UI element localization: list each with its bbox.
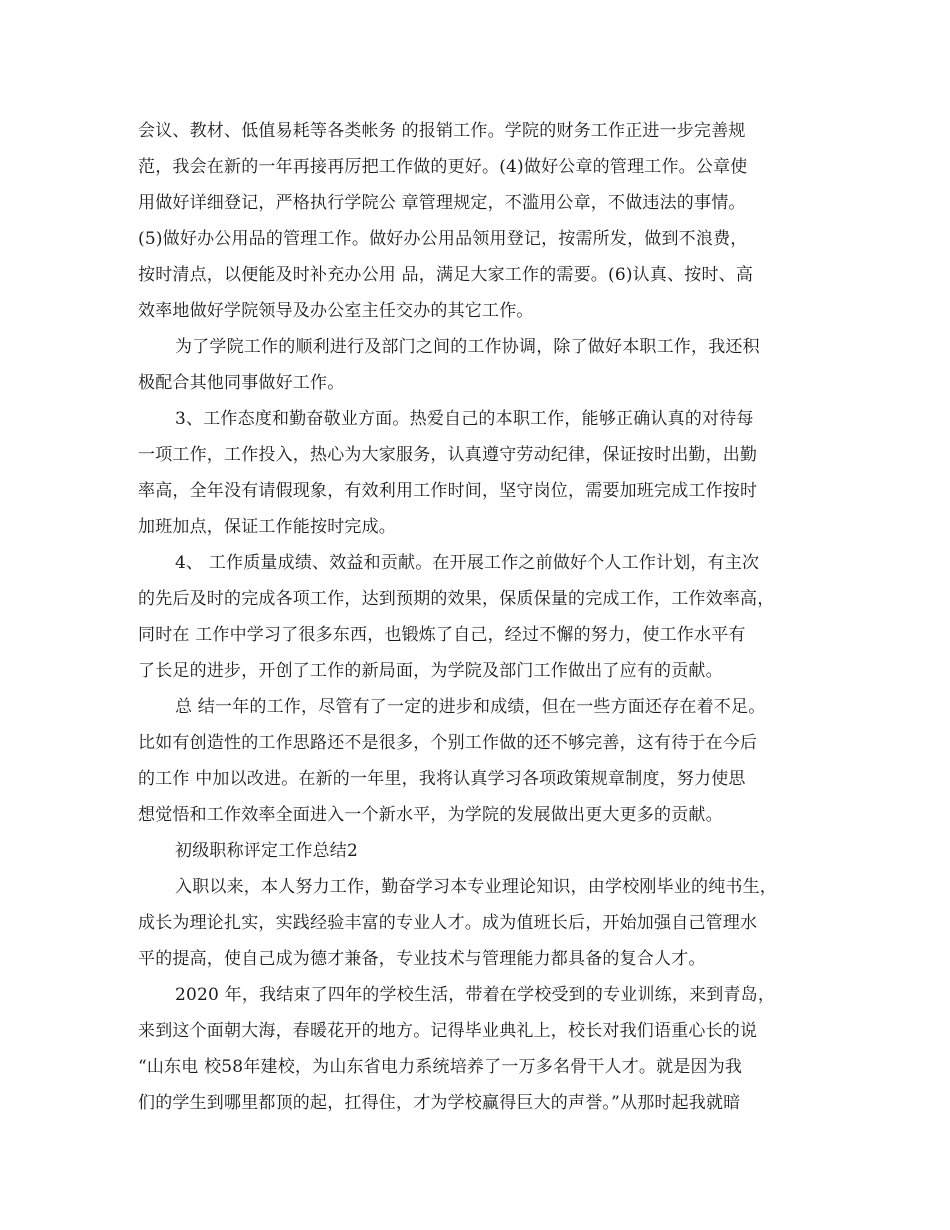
paragraph-start: 为了学院工作的顺利进行及部门之间的工作协调，除了做好本职工作，我还积 bbox=[175, 337, 760, 357]
section-heading: 初级职称评定工作总结2 bbox=[175, 841, 359, 861]
text-line: 极配合其他同事做好工作。 bbox=[138, 373, 345, 393]
paragraph-start: 总 结一年的工作，尽管有了一定的进步和成绩，但在一些方面还存在着不足。 bbox=[175, 697, 766, 717]
text-line: “山东电 校58年建校，为山东省电力系统培养了一万多名骨干人才。就是因为我 bbox=[138, 1057, 743, 1077]
text-line: 了长足的进步，开创了工作的新局面，为学院及部门工作做出了应有的贡献。 bbox=[138, 661, 723, 681]
text-line: 用做好详细登记，严格执行学院公 章管理规定，不滥用公章，不做违法的事情。 bbox=[138, 193, 746, 213]
paragraph-start: 入职以来，本人努力工作，勤奋学习本专业理论知识，由学校刚毕业的纯书生， bbox=[175, 877, 777, 897]
text-line: 平的提高，使自己成为德才兼备，专业技术与管理能力都具备的复合人才。 bbox=[138, 949, 706, 969]
text-line: 来到这个面朝大海，春暖花开的地方。记得毕业典礼上，校长对我们语重心长的说 bbox=[138, 1021, 758, 1041]
text-line: 按时清点，以便能及时补充办公用 品，满足大家工作的需要。(6)认真、按时、高 bbox=[138, 265, 754, 285]
text-line: 同时在 工作中学习了很多东西，也锻炼了自己，经过不懈的努力，使工作水平有 bbox=[138, 625, 746, 645]
paragraph-start: 3、工作态度和勤奋敬业方面。热爱自己的本职工作，能够正确认真的对待每 bbox=[175, 409, 754, 429]
text-line: (5)做好办公用品的管理工作。做好办公用品领用登记，按需所发，做到不浪费， bbox=[138, 229, 748, 249]
paragraph-start: 4、 工作质量成绩、效益和贡献。在开展工作之前做好个人工作计划，有主次 bbox=[175, 553, 760, 573]
text-line: 的工作 中加以改进。在新的一年里，我将认真学习各项政策规章制度，努力使思 bbox=[138, 769, 746, 789]
text-line: 们的学生到哪里都顶的起，扛得住，才为学校赢得巨大的声誉。”从那时起我就暗 bbox=[138, 1093, 741, 1113]
text-line: 比如有创造性的工作思路还不是很多，个别工作做的还不够完善，这有待于在今后 bbox=[138, 733, 758, 753]
text-line: 范，我会在新的一年再接再厉把工作做的更好。(4)做好公章的管理工作。公章使 bbox=[138, 157, 748, 177]
text-line: 效率地做好学院领导及办公室主任交办的其它工作。 bbox=[138, 301, 534, 321]
text-line: 一项工作，工作投入，热心为大家服务，认真遵守劳动纪律，保证按时出勤，出勤 bbox=[138, 445, 758, 465]
text-line: 加班加点，保证工作能按时完成。 bbox=[138, 517, 396, 537]
text-line: 成长为理论扎实，实践经验丰富的专业人才。成为值班长后，开始加强自己管理水 bbox=[138, 913, 758, 933]
text-line: 率高，全年没有请假现象，有效利用工作时间，坚守岗位，需要加班完成工作按时 bbox=[138, 481, 758, 501]
paragraph-start: 2020 年，我结束了四年的学校生活，带着在学校受到的专业训练，来到青岛， bbox=[175, 985, 776, 1005]
text-line: 想觉悟和工作效率全面进入一个新水平，为学院的发展做出更大更多的贡献。 bbox=[138, 805, 723, 825]
text-line: 会议、教材、低值易耗等各类帐务 的报销工作。学院的财务工作正进一步完善规 bbox=[138, 121, 746, 141]
text-line: 的先后及时的完成各项工作，达到预期的效果，保质保量的完成工作，工作效率高， bbox=[138, 589, 775, 609]
